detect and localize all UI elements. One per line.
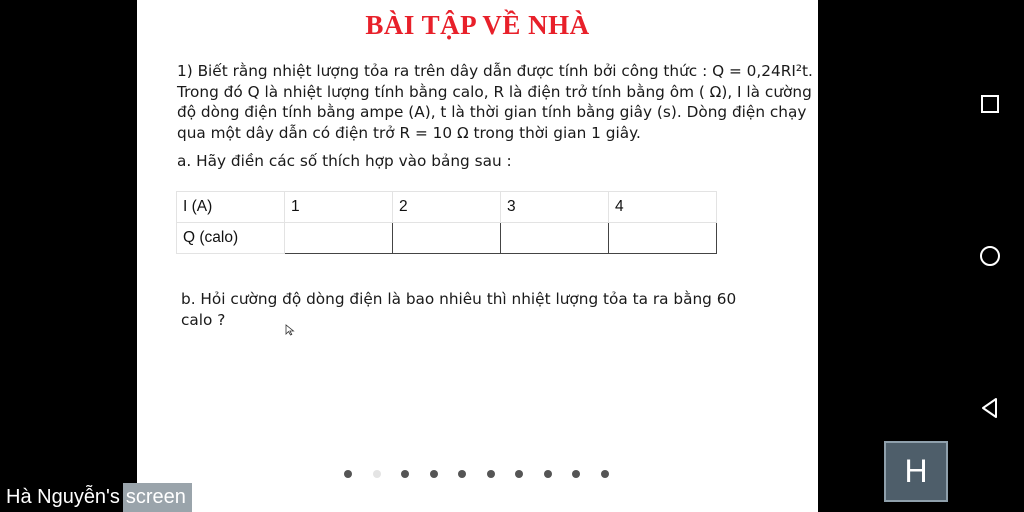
problem-statement: 1) Biết rằng nhiệt lượng tỏa ra trên dây dẫn được tính bởi công thức : Q = 0,24RI²t. Trong đó Q là nhiệt lượng tính bằng calo, R là điện trở tính bằng ôm ( Ω), I là cường độ dòng điện tính bằng ampe (A), t là thời gian tính bằng giây (s). Dòng điện chạy qua một dây dẫn có điện trở R = 10 Ω trong thời gian 1 giây. <box>177 62 813 142</box>
participant-avatar[interactable]: H <box>884 441 948 502</box>
recent-apps-icon[interactable] <box>977 91 1003 117</box>
pagination-dot[interactable] <box>487 470 495 478</box>
table-cell-blank <box>285 223 393 254</box>
table-cell-blank <box>609 223 717 254</box>
pagination-dot[interactable] <box>458 470 466 478</box>
pagination-dot[interactable] <box>430 470 438 478</box>
pagination-dot[interactable] <box>544 470 552 478</box>
pagination-dot[interactable] <box>344 470 352 478</box>
slide-title: BÀI TẬP VỀ NHÀ <box>365 10 590 40</box>
screen-owner-name: Hà Nguyễn's <box>6 486 120 508</box>
table-cell: 2 <box>393 192 501 223</box>
pagination-dot[interactable] <box>401 470 409 478</box>
table-row <box>177 192 717 223</box>
table-cell-blank <box>393 223 501 254</box>
screen-word: screen <box>123 483 192 512</box>
table-cell: 4 <box>609 192 717 223</box>
pagination-dot[interactable] <box>572 470 580 478</box>
table-row <box>177 223 717 254</box>
table-cell-label-q: Q (calo) <box>177 223 285 254</box>
data-table <box>176 191 717 254</box>
slide-pagination <box>344 470 629 478</box>
pagination-dot[interactable] <box>601 470 609 478</box>
android-nav-bar <box>955 0 1024 512</box>
home-icon[interactable] <box>977 243 1003 269</box>
pagination-dot[interactable] <box>373 470 381 478</box>
part-a-text: a. Hãy điền các số thích hợp vào bảng sau : <box>177 152 512 170</box>
table-cell-blank <box>501 223 609 254</box>
pagination-dot[interactable] <box>515 470 523 478</box>
table-cell-label-i: I (A) <box>177 192 285 223</box>
screen-share-label <box>0 483 192 512</box>
table-cell: 3 <box>501 192 609 223</box>
slide <box>137 0 818 512</box>
part-b-text: b. Hỏi cường độ dòng điện là bao nhiêu thì nhiệt lượng tỏa ta ra bằng 60 calo ? <box>181 290 737 329</box>
table-cell: 1 <box>285 192 393 223</box>
mouse-pointer-icon <box>285 324 295 336</box>
back-icon[interactable] <box>977 395 1003 421</box>
